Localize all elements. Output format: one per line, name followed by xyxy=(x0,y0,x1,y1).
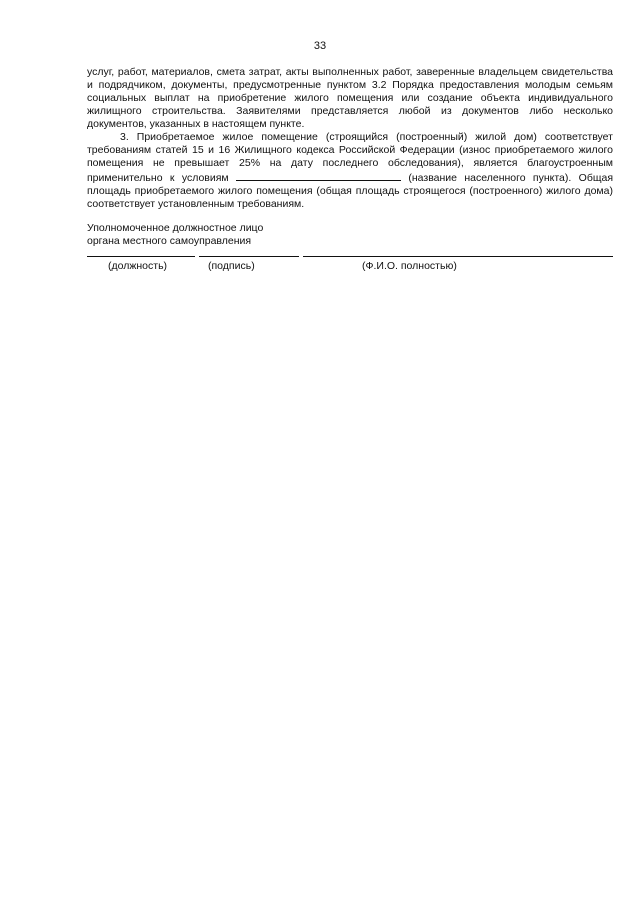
label-position: (должность) xyxy=(108,260,168,272)
paragraph-requirements-text-end: (название населенного пункта). Общая площадь приобретаемого жилого помещения (общая площадь строящегося (построенного) жилого дома) соответствует установленным требованиям. xyxy=(87,172,614,210)
signature-underline xyxy=(199,256,299,257)
signature-block xyxy=(87,222,263,248)
signature-lines xyxy=(87,256,613,257)
paragraph-requirements xyxy=(87,131,613,211)
label-full-name: (Ф.И.О. полностью) xyxy=(362,260,457,272)
settlement-blank-field xyxy=(236,170,401,181)
page-number: 33 xyxy=(313,40,327,52)
official-title-line1: Уполномоченное должностное лицо xyxy=(87,222,264,234)
paragraph-requirements-text-start: 3. Приобретаемое жилое помещение (строящийся (построенный) жилой дом) соответствует требованиям статей 15 и 16 Жилищного кодекса Российской Федерации (износ приобретаемого жилого помещения не превышает 25% на дату последнего обследования), является благоустроенным применительно к условиям xyxy=(87,131,613,184)
label-signature: (подпись) xyxy=(208,260,255,272)
official-title-line2: органа местного самоуправления xyxy=(87,235,252,247)
paragraph-documents: услуг, работ, материалов, смета затрат, акты выполненных работ, заверенные владельцем свидетельства и подрядчиком, документы, предусмотренные пунктом 3.2 Порядка предоставления молодым семьям социальных выплат на приобретение жилого помещения или создание объекта индивидуального жилищного строительства. Заявителями представляется любой из документов либо несколько документов, указанных в настоящем пункте. xyxy=(87,66,613,130)
position-underline xyxy=(87,256,195,257)
full-name-underline xyxy=(303,256,613,257)
